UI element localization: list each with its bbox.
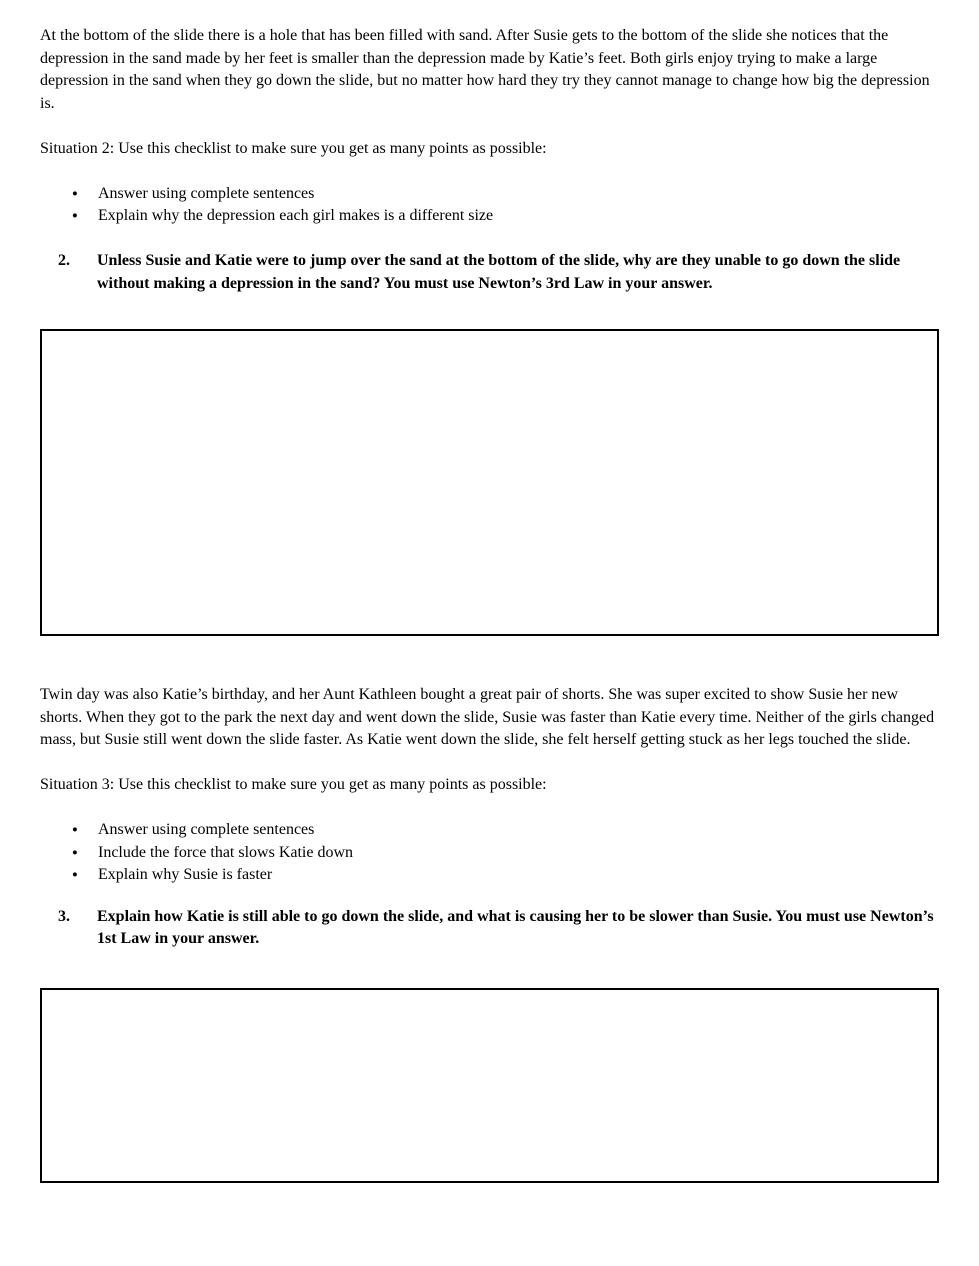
bullet-icon: ● bbox=[72, 188, 78, 199]
situation3-intro-paragraph: Twin day was also Katie’s birthday, and her Aunt Kathleen bought a great pair of shorts. She was super excited to show Susie her new shorts. When they got to the park the next day and went down the slide, Susie was faster than Katie every time. Neither of the girls changed mass, but Susie still went down the slide faster. As Katie went down the slide, she felt herself getting stuck as her legs touched the slide. bbox=[40, 686, 935, 748]
bullet-icon: ● bbox=[72, 870, 78, 880]
situation2-checklist bbox=[40, 183, 939, 228]
checklist-item bbox=[40, 819, 939, 842]
checklist-item-label: Answer using complete sentences bbox=[98, 821, 315, 838]
checklist-item-label: Answer using complete sentences bbox=[98, 184, 315, 202]
checklist-item bbox=[40, 205, 939, 228]
question-3 bbox=[40, 906, 939, 951]
checklist-item-label: Explain why the depression each girl makes is a different size bbox=[98, 207, 494, 224]
answer-box-question-3[interactable] bbox=[40, 988, 939, 1183]
situation3-heading: Situation 3: Use this checklist to make sure you get as many points as possible: bbox=[40, 776, 547, 793]
checklist-item-label: Include the force that slows Katie down bbox=[98, 843, 354, 861]
checklist-item bbox=[40, 864, 939, 887]
bullet-icon: ● bbox=[72, 847, 78, 858]
situation3-checklist bbox=[40, 819, 939, 887]
answer-box-question-2[interactable] bbox=[40, 329, 939, 636]
situation2-heading: Situation 2: Use this checklist to make sure you get as many points as possible: bbox=[40, 139, 547, 157]
question-3-number: 3. bbox=[58, 907, 70, 925]
question-3-text: Explain how Katie is still able to go down the slide, and what is causing her to be slower than Susie. You must use Newton’s 1st Law in your answer. bbox=[97, 907, 934, 947]
checklist-item bbox=[40, 183, 939, 206]
question-2-text: Unless Susie and Katie were to jump over the sand at the bottom of the slide, why are they unable to go down the slide without making a depression in the sand? You must use Newton’s 3rd Law in your answer. bbox=[97, 252, 901, 292]
bullet-icon: ● bbox=[72, 825, 78, 835]
question-2 bbox=[40, 250, 939, 295]
checklist-item-label: Explain why Susie is faster bbox=[98, 866, 273, 883]
checklist-item bbox=[40, 842, 939, 865]
question-2-number: 2. bbox=[58, 252, 70, 269]
situation2-intro-paragraph: At the bottom of the slide there is a hole that has been filled with sand. After Susie gets to the bottom of the slide she notices that the depression in the sand made by her feet is smaller than the depression made by Katie’s feet. Both girls enjoy trying to make a large depression in the sand when they go down the slide, but no matter how hard they try they cannot manage to change how big the depression is. bbox=[40, 27, 930, 112]
bullet-icon: ● bbox=[72, 211, 78, 221]
